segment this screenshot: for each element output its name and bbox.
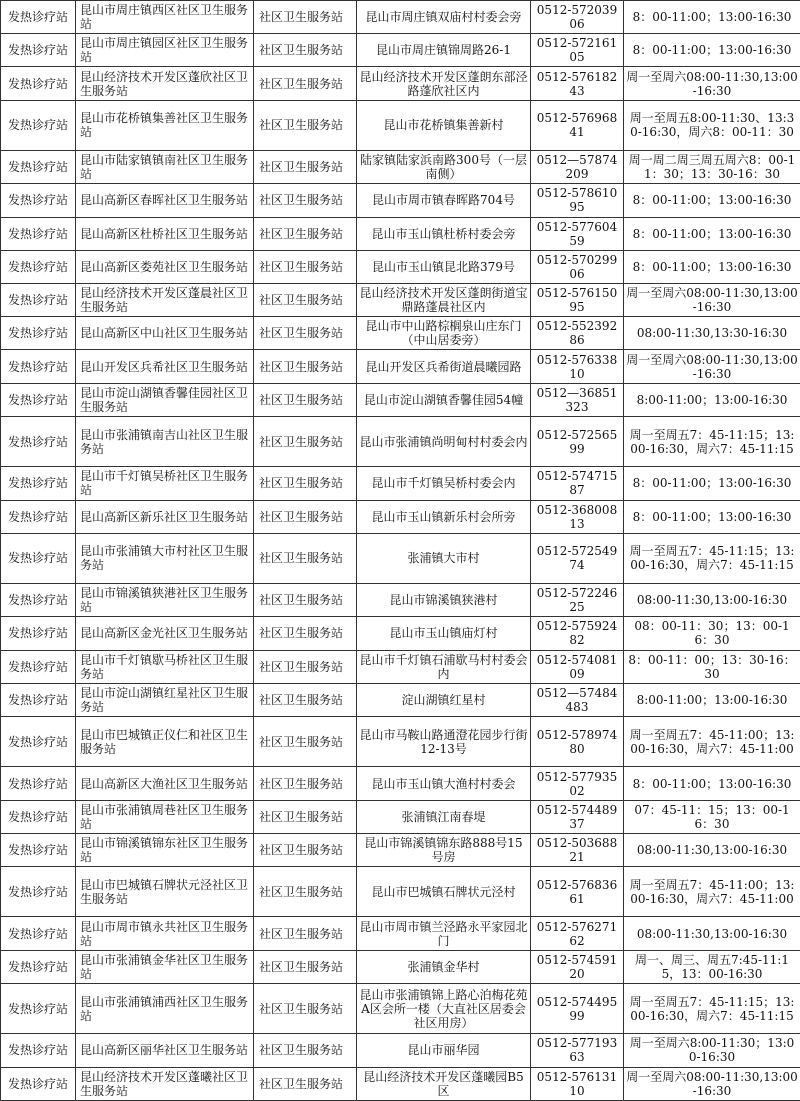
hours-cell: 周一至周六08:00-11:30,13:00-16:30 xyxy=(624,350,800,383)
table-row xyxy=(1,217,800,250)
table-row xyxy=(1,500,800,533)
address-cell: 昆山市张浦镇尚明甸村村委会内 xyxy=(357,416,531,466)
station-name-cell: 昆山市周庄镇西区社区卫生服务站 xyxy=(76,1,254,34)
phone-cell: 0512-55239286 xyxy=(531,317,624,350)
station-name-cell: 昆山高新区新乐社区卫生服务站 xyxy=(76,500,254,533)
station-type-cell: 社区卫生服务站 xyxy=(254,67,357,100)
category-cell: 发热诊疗站 xyxy=(1,683,76,716)
phone-cell: 0512-57224625 xyxy=(531,584,624,617)
address-cell: 昆山经济技术开发区蓬朗街道宝鼎路蓬晨社区内 xyxy=(357,284,531,317)
phone-cell: 0512-50368821 xyxy=(531,833,624,866)
category-cell: 发热诊疗站 xyxy=(1,617,76,650)
station-name-cell: 昆山高新区大渔社区卫生服务站 xyxy=(76,767,254,800)
station-type-cell: 社区卫生服务站 xyxy=(254,250,357,283)
table-row xyxy=(1,250,800,283)
category-cell: 发热诊疗站 xyxy=(1,383,76,416)
table-row xyxy=(1,800,800,833)
address-cell: 昆山市周庄镇锦周路26-1 xyxy=(357,34,531,67)
station-name-cell: 昆山市周庄镇园区社区卫生服务站 xyxy=(76,34,254,67)
table-row xyxy=(1,950,800,983)
station-type-cell: 社区卫生服务站 xyxy=(254,467,357,500)
category-cell: 发热诊疗站 xyxy=(1,1034,76,1067)
hours-cell: 周一至周六08:00-11:30,13:00-16:30 xyxy=(624,1067,800,1100)
hours-cell: 周一、周三、周五7:45-11:15，13：00-16:30 xyxy=(624,950,800,983)
hours-cell: 8：00-11:00；13:00-16:30 xyxy=(624,250,800,283)
phone-cell: 0512—36851323 xyxy=(531,383,624,416)
station-type-cell: 社区卫生服务站 xyxy=(254,217,357,250)
station-type-cell: 社区卫生服务站 xyxy=(254,650,357,683)
table-row xyxy=(1,1034,800,1067)
station-type-cell: 社区卫生服务站 xyxy=(254,184,357,217)
station-type-cell: 社区卫生服务站 xyxy=(254,284,357,317)
station-type-cell: 社区卫生服务站 xyxy=(254,416,357,466)
hours-cell: 8：00-11:00；13:00-16:30 xyxy=(624,767,800,800)
address-cell: 昆山市张浦镇锦上路心泊梅花苑A区会所一楼（大直社区居委会社区用房） xyxy=(357,983,531,1033)
hours-cell: 周一至周六08:00-11:30,13:00-16:30 xyxy=(624,67,800,100)
hours-cell: 周一至周五7：45-11:00；13:00-16:30，周六7：45-11:00 xyxy=(624,717,800,767)
hours-cell: 周一至周五7：45-11:15；13:00-16:30，周六7：45-11:15 xyxy=(624,533,800,583)
phone-cell: 0512—57874209 xyxy=(531,151,624,184)
station-name-cell: 昆山经济技术开发区蓬曦社区卫生服务站 xyxy=(76,1067,254,1100)
phone-cell: 0512-57633810 xyxy=(531,350,624,383)
station-type-cell: 社区卫生服务站 xyxy=(254,833,357,866)
table-row xyxy=(1,34,800,67)
table-row xyxy=(1,867,800,917)
station-name-cell: 昆山市巴城镇石牌状元泾社区卫生服务站 xyxy=(76,867,254,917)
address-cell: 昆山市锦溪镇锦东路888号15号房 xyxy=(357,833,531,866)
category-cell: 发热诊疗站 xyxy=(1,500,76,533)
category-cell: 发热诊疗站 xyxy=(1,284,76,317)
hours-cell: 周一至周五7：45-11:15；13:00-16:30，周六7：45-11:15 xyxy=(624,416,800,466)
station-type-cell: 社区卫生服务站 xyxy=(254,317,357,350)
station-name-cell: 昆山市张浦镇周巷社区卫生服务站 xyxy=(76,800,254,833)
table-row xyxy=(1,584,800,617)
address-cell: 张浦镇大市村 xyxy=(357,533,531,583)
table-row xyxy=(1,650,800,683)
category-cell: 发热诊疗站 xyxy=(1,250,76,283)
category-cell: 发热诊疗站 xyxy=(1,833,76,866)
station-type-cell: 社区卫生服务站 xyxy=(254,34,357,67)
station-type-cell: 社区卫生服务站 xyxy=(254,767,357,800)
station-type-cell: 社区卫生服务站 xyxy=(254,500,357,533)
phone-cell: 0512-57256599 xyxy=(531,416,624,466)
table-row xyxy=(1,983,800,1033)
phone-cell: 0512-57448937 xyxy=(531,800,624,833)
phone-cell: 0512-57618243 xyxy=(531,67,624,100)
station-type-cell: 社区卫生服务站 xyxy=(254,983,357,1033)
phone-cell: 0512-57254974 xyxy=(531,533,624,583)
station-name-cell: 昆山高新区春晖社区卫生服务站 xyxy=(76,184,254,217)
station-type-cell: 社区卫生服务站 xyxy=(254,383,357,416)
station-name-cell: 昆山市张浦镇南吉山社区卫生服务站 xyxy=(76,416,254,466)
hours-cell: 周一至周五7：45-11:00；13:00-16:30，周六7：45-11:00 xyxy=(624,867,800,917)
category-cell: 发热诊疗站 xyxy=(1,867,76,917)
station-type-cell: 社区卫生服务站 xyxy=(254,151,357,184)
hours-cell: 周一至周六08:00-11:30,13:00-16:30 xyxy=(624,284,800,317)
station-name-cell: 昆山经济技术开发区蓬欣社区卫生服务站 xyxy=(76,67,254,100)
table-row xyxy=(1,1067,800,1100)
category-cell: 发热诊疗站 xyxy=(1,217,76,250)
address-cell: 昆山市玉山镇杜桥村委会旁 xyxy=(357,217,531,250)
hours-cell: 8：00-11:00；13:00-16:30 xyxy=(624,184,800,217)
hours-cell: 8:00-11:00；13:00-16:30 xyxy=(624,383,800,416)
station-type-cell: 社区卫生服务站 xyxy=(254,584,357,617)
category-cell: 发热诊疗站 xyxy=(1,467,76,500)
phone-cell: 0512-57793502 xyxy=(531,767,624,800)
phone-cell: 0512-57719363 xyxy=(531,1034,624,1067)
station-name-cell: 昆山开发区兵希社区卫生服务站 xyxy=(76,350,254,383)
station-type-cell: 社区卫生服务站 xyxy=(254,350,357,383)
category-cell: 发热诊疗站 xyxy=(1,767,76,800)
phone-cell: 0512-57471587 xyxy=(531,467,624,500)
category-cell: 发热诊疗站 xyxy=(1,34,76,67)
station-type-cell: 社区卫生服务站 xyxy=(254,950,357,983)
hours-cell: 07：45-11：15；13：00-16：30 xyxy=(624,800,800,833)
table-row xyxy=(1,917,800,950)
address-cell: 昆山市周市镇兰泾路永平家园北门 xyxy=(357,917,531,950)
station-name-cell: 昆山市周市镇永共社区卫生服务站 xyxy=(76,917,254,950)
address-cell: 昆山市玉山镇昆北路379号 xyxy=(357,250,531,283)
hours-cell: 08:00-11:30,13:00-16:30 xyxy=(624,584,800,617)
address-cell: 昆山市周市镇春晖路704号 xyxy=(357,184,531,217)
phone-cell: 0512-57449599 xyxy=(531,983,624,1033)
table-row xyxy=(1,184,800,217)
phone-cell: 0512-57683661 xyxy=(531,867,624,917)
table-row xyxy=(1,416,800,466)
address-cell: 昆山经济技术开发区蓬朗东部泾路蓬欣社区内 xyxy=(357,67,531,100)
address-cell: 张浦镇江南春堤 xyxy=(357,800,531,833)
station-name-cell: 昆山市张浦镇浦西社区卫生服务站 xyxy=(76,983,254,1033)
station-name-cell: 昆山市陆家镇镇南社区卫生服务站 xyxy=(76,151,254,184)
category-cell: 发热诊疗站 xyxy=(1,100,76,150)
hours-cell: 周一至周六8:00-11:30；13:00-16:30 xyxy=(624,1034,800,1067)
table-row xyxy=(1,383,800,416)
category-cell: 发热诊疗站 xyxy=(1,650,76,683)
phone-cell: 0512-57029906 xyxy=(531,250,624,283)
address-cell: 昆山市花桥镇集善新村 xyxy=(357,100,531,150)
phone-cell: 0512-57408109 xyxy=(531,650,624,683)
phone-cell: 0512-57696841 xyxy=(531,100,624,150)
table-body xyxy=(1,1,800,1101)
address-cell: 昆山市千灯镇吴桥村委会内 xyxy=(357,467,531,500)
hours-cell: 08:00-11:30,13:00-16:30 xyxy=(624,833,800,866)
phone-cell: 0512-57203906 xyxy=(531,1,624,34)
table-row xyxy=(1,833,800,866)
address-cell: 昆山市马鞍山路通澄花园步行街12-13号 xyxy=(357,717,531,767)
station-name-cell: 昆山市花桥镇集善社区卫生服务站 xyxy=(76,100,254,150)
hours-cell: 周一至周五7：45-11:15；13:00-16:30，周六7：45-11:15 xyxy=(624,983,800,1033)
address-cell: 昆山市玉山镇新乐村会所旁 xyxy=(357,500,531,533)
table-row xyxy=(1,533,800,583)
category-cell: 发热诊疗站 xyxy=(1,533,76,583)
phone-cell: 0512-57897480 xyxy=(531,717,624,767)
table-row xyxy=(1,683,800,716)
address-cell: 张浦镇金华村 xyxy=(357,950,531,983)
phone-cell: 0512—57484483 xyxy=(531,683,624,716)
category-cell: 发热诊疗站 xyxy=(1,317,76,350)
category-cell: 发热诊疗站 xyxy=(1,184,76,217)
phone-cell: 0512-57760459 xyxy=(531,217,624,250)
hours-cell: 8：00-11:00；13:00-16:30 xyxy=(624,217,800,250)
phone-cell: 0512-57615095 xyxy=(531,284,624,317)
station-type-cell: 社区卫生服务站 xyxy=(254,1,357,34)
phone-cell: 0512-57216105 xyxy=(531,34,624,67)
station-name-cell: 昆山经济技术开发区蓬晨社区卫生服务站 xyxy=(76,284,254,317)
station-type-cell: 社区卫生服务站 xyxy=(254,917,357,950)
station-type-cell: 社区卫生服务站 xyxy=(254,617,357,650)
phone-cell: 0512-57459120 xyxy=(531,950,624,983)
phone-cell: 0512-57613110 xyxy=(531,1067,624,1100)
station-type-cell: 社区卫生服务站 xyxy=(254,1067,357,1100)
table-row xyxy=(1,317,800,350)
station-name-cell: 昆山高新区金光社区卫生服务站 xyxy=(76,617,254,650)
table-row xyxy=(1,151,800,184)
phone-cell: 0512-57592482 xyxy=(531,617,624,650)
hours-cell: 8：00-11：00；13：30-16：30 xyxy=(624,650,800,683)
hours-cell: 8：00-11:00；13:00-16:30 xyxy=(624,500,800,533)
station-name-cell: 昆山市锦溪镇狭港社区卫生服务站 xyxy=(76,584,254,617)
hours-cell: 周一周二周三周五周六8：00-11：30；13：30-16：30 xyxy=(624,151,800,184)
station-name-cell: 昆山市千灯镇歇马桥社区卫生服务站 xyxy=(76,650,254,683)
table-row xyxy=(1,100,800,150)
category-cell: 发热诊疗站 xyxy=(1,584,76,617)
table-row xyxy=(1,67,800,100)
address-cell: 昆山市玉山镇大渔村村委会 xyxy=(357,767,531,800)
station-name-cell: 昆山高新区丽华社区卫生服务站 xyxy=(76,1034,254,1067)
category-cell: 发热诊疗站 xyxy=(1,416,76,466)
phone-cell: 0512-57627162 xyxy=(531,917,624,950)
category-cell: 发热诊疗站 xyxy=(1,950,76,983)
address-cell: 昆山市淀山湖镇香馨佳园54幢 xyxy=(357,383,531,416)
category-cell: 发热诊疗站 xyxy=(1,350,76,383)
address-cell: 昆山市丽华园 xyxy=(357,1034,531,1067)
address-cell: 淀山湖镇红星村 xyxy=(357,683,531,716)
category-cell: 发热诊疗站 xyxy=(1,67,76,100)
station-name-cell: 昆山高新区中山社区卫生服务站 xyxy=(76,317,254,350)
hours-cell: 8：00-11:00；13:00-16:30 xyxy=(624,1,800,34)
station-type-cell: 社区卫生服务站 xyxy=(254,800,357,833)
station-type-cell: 社区卫生服务站 xyxy=(254,1034,357,1067)
table-row xyxy=(1,284,800,317)
category-cell: 发热诊疗站 xyxy=(1,717,76,767)
phone-cell: 0512-57861095 xyxy=(531,184,624,217)
category-cell: 发热诊疗站 xyxy=(1,1,76,34)
station-name-cell: 昆山市张浦镇金华社区卫生服务站 xyxy=(76,950,254,983)
table-row xyxy=(1,717,800,767)
hours-cell: 8：00-11:00；13:00-16:30 xyxy=(624,34,800,67)
table-row xyxy=(1,467,800,500)
station-type-cell: 社区卫生服务站 xyxy=(254,683,357,716)
hours-cell: 08:00-11:30,13:30-16:30 xyxy=(624,317,800,350)
table-row xyxy=(1,350,800,383)
address-cell: 昆山市中山路棕榈泉山庄东门（中山居委旁） xyxy=(357,317,531,350)
station-name-cell: 昆山市锦溪镇锦东社区卫生服务站 xyxy=(76,833,254,866)
address-cell: 昆山市巴城镇石牌状元泾村 xyxy=(357,867,531,917)
category-cell: 发热诊疗站 xyxy=(1,983,76,1033)
hours-cell: 8:00-11:00；13:00-16:30 xyxy=(624,683,800,716)
category-cell: 发热诊疗站 xyxy=(1,151,76,184)
address-cell: 昆山市锦溪镇狭港村 xyxy=(357,584,531,617)
station-name-cell: 昆山高新区杜桥社区卫生服务站 xyxy=(76,217,254,250)
phone-cell: 0512-36800813 xyxy=(531,500,624,533)
station-name-cell: 昆山市张浦镇大市村社区卫生服务站 xyxy=(76,533,254,583)
address-cell: 昆山市周庄镇双庙村村委会旁 xyxy=(357,1,531,34)
address-cell: 昆山开发区兵希街道晨曦园路 xyxy=(357,350,531,383)
station-name-cell: 昆山市淀山湖镇红星社区卫生服务站 xyxy=(76,683,254,716)
address-cell: 陆家镇陆家浜南路300号（一层南侧） xyxy=(357,151,531,184)
station-type-cell: 社区卫生服务站 xyxy=(254,533,357,583)
station-type-cell: 社区卫生服务站 xyxy=(254,100,357,150)
category-cell: 发热诊疗站 xyxy=(1,917,76,950)
hours-cell: 08:00-11:30,13:00-16:30 xyxy=(624,917,800,950)
hours-cell: 周一至周五8:00-11:30、13:30-16:30，周六8：00-11：30 xyxy=(624,100,800,150)
hours-cell: 8：00-11:00；13:00-16:30 xyxy=(624,467,800,500)
station-name-cell: 昆山高新区娄苑社区卫生服务站 xyxy=(76,250,254,283)
station-name-cell: 昆山市千灯镇吴桥社区卫生服务站 xyxy=(76,467,254,500)
table-row xyxy=(1,1,800,34)
category-cell: 发热诊疗站 xyxy=(1,1067,76,1100)
address-cell: 昆山市玉山镇庙灯村 xyxy=(357,617,531,650)
category-cell: 发热诊疗站 xyxy=(1,800,76,833)
table-row xyxy=(1,767,800,800)
table-row xyxy=(1,617,800,650)
station-type-cell: 社区卫生服务站 xyxy=(254,717,357,767)
address-cell: 昆山经济技术开发区蓬曦园B5区 xyxy=(357,1067,531,1100)
station-name-cell: 昆山市淀山湖镇香馨佳园社区卫生服务站 xyxy=(76,383,254,416)
hours-cell: 08：00-11：30；13：00-16：30 xyxy=(624,617,800,650)
station-name-cell: 昆山市巴城镇正仪仁和社区卫生服务站 xyxy=(76,717,254,767)
station-type-cell: 社区卫生服务站 xyxy=(254,867,357,917)
address-cell: 昆山市千灯镇石浦歇马村村委会内 xyxy=(357,650,531,683)
